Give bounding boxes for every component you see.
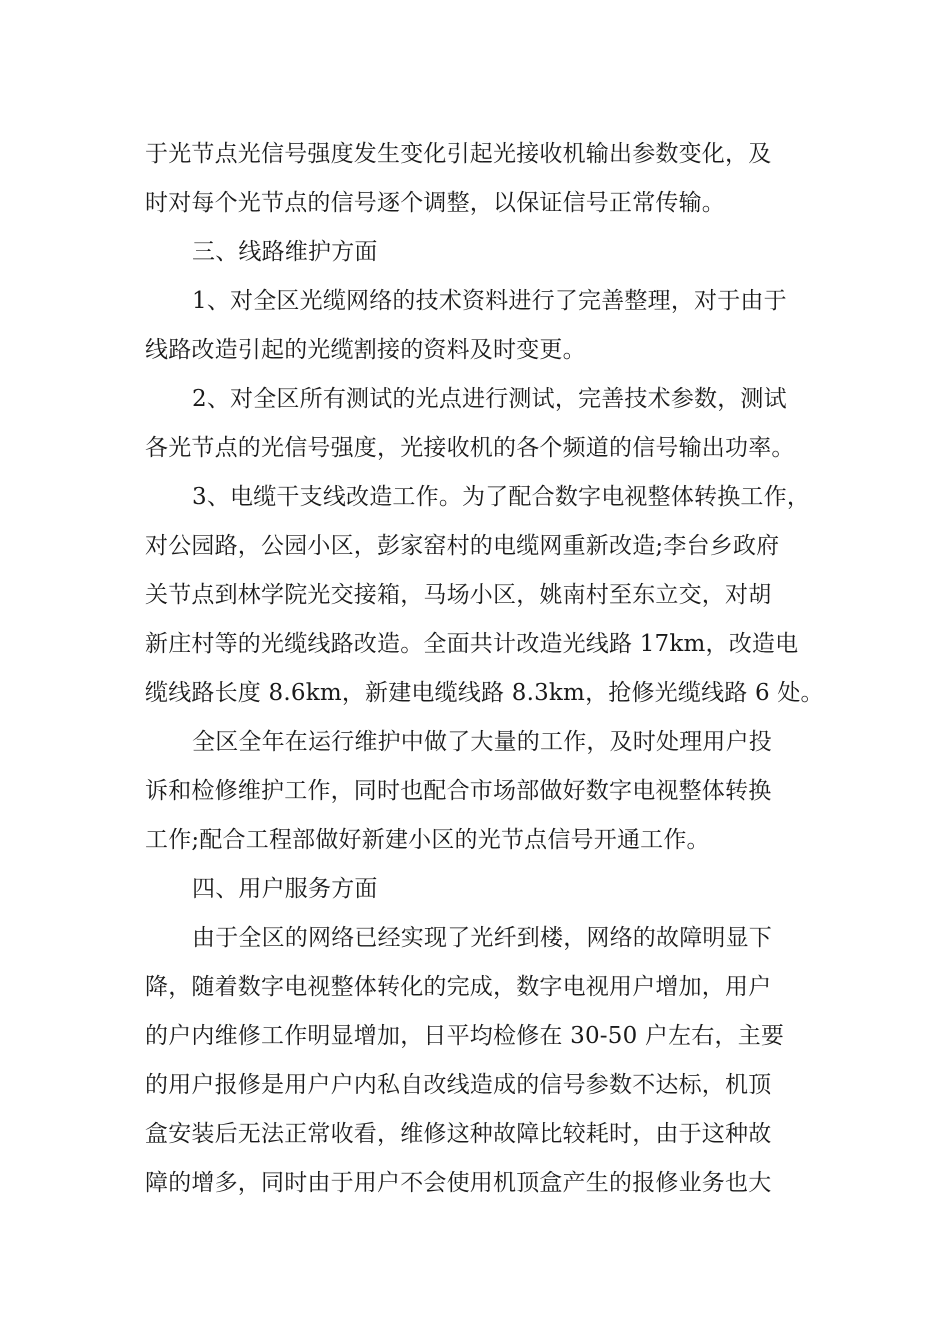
text-line: 障的增多，同时由于用户不会使用机顶盒产生的报修业务也大 xyxy=(145,1170,772,1196)
text-line: 时对每个光节点的信号逐个调整，以保证信号正常传输。 xyxy=(145,190,725,216)
text-line: 诉和检修维护工作，同时也配合市场部做好数字电视整体转换 xyxy=(145,778,772,804)
section-heading: 四、用户服务方面 xyxy=(192,876,378,902)
text-line: 全区全年在运行维护中做了大量的工作，及时处理用户投 xyxy=(192,729,772,755)
text-line: 于光节点光信号强度发生变化引起光接收机输出参数变化，及 xyxy=(145,141,772,167)
text-line: 对公园路，公园小区，彭家窑村的电缆网重新改造;李台乡政府 xyxy=(145,533,780,559)
text-line: 各光节点的光信号强度，光接收机的各个频道的信号输出功率。 xyxy=(145,435,795,461)
text-line: 的户内维修工作明显增加，日平均检修在 30-50 户左右，主要 xyxy=(145,1023,785,1049)
text-line: 降，随着数字电视整体转化的完成，数字电视用户增加，用户 xyxy=(145,974,772,1000)
text-line: 1、对全区光缆网络的技术资料进行了完善整理，对于由于 xyxy=(192,288,787,314)
section-heading: 三、线路维护方面 xyxy=(192,239,378,265)
text-line: 工作;配合工程部做好新建小区的光节点信号开通工作。 xyxy=(145,827,710,853)
text-line: 新庄村等的光缆线路改造。全面共计改造光线路 17km，改造电 xyxy=(145,631,799,657)
text-line: 线路改造引起的光缆割接的资料及时变更。 xyxy=(145,337,586,363)
text-line: 由于全区的网络已经实现了光纤到楼，网络的故障明显下 xyxy=(192,925,772,951)
text-line: 盒安装后无法正常收看，维修这种故障比较耗时，由于这种故 xyxy=(145,1121,772,1147)
text-line: 3、电缆干支线改造工作。为了配合数字电视整体转换工作， xyxy=(192,484,811,510)
text-line: 缆线路长度 8.6km，新建电缆线路 8.3km，抢修光缆线路 6 处。 xyxy=(145,680,824,706)
text-line: 关节点到林学院光交接箱，马场小区，姚南村至东立交，对胡 xyxy=(145,582,772,608)
text-line: 2、对全区所有测试的光点进行测试，完善技术参数，测试 xyxy=(192,386,787,412)
text-line: 的用户报修是用户户内私自改线造成的信号参数不达标，机顶 xyxy=(145,1072,772,1098)
